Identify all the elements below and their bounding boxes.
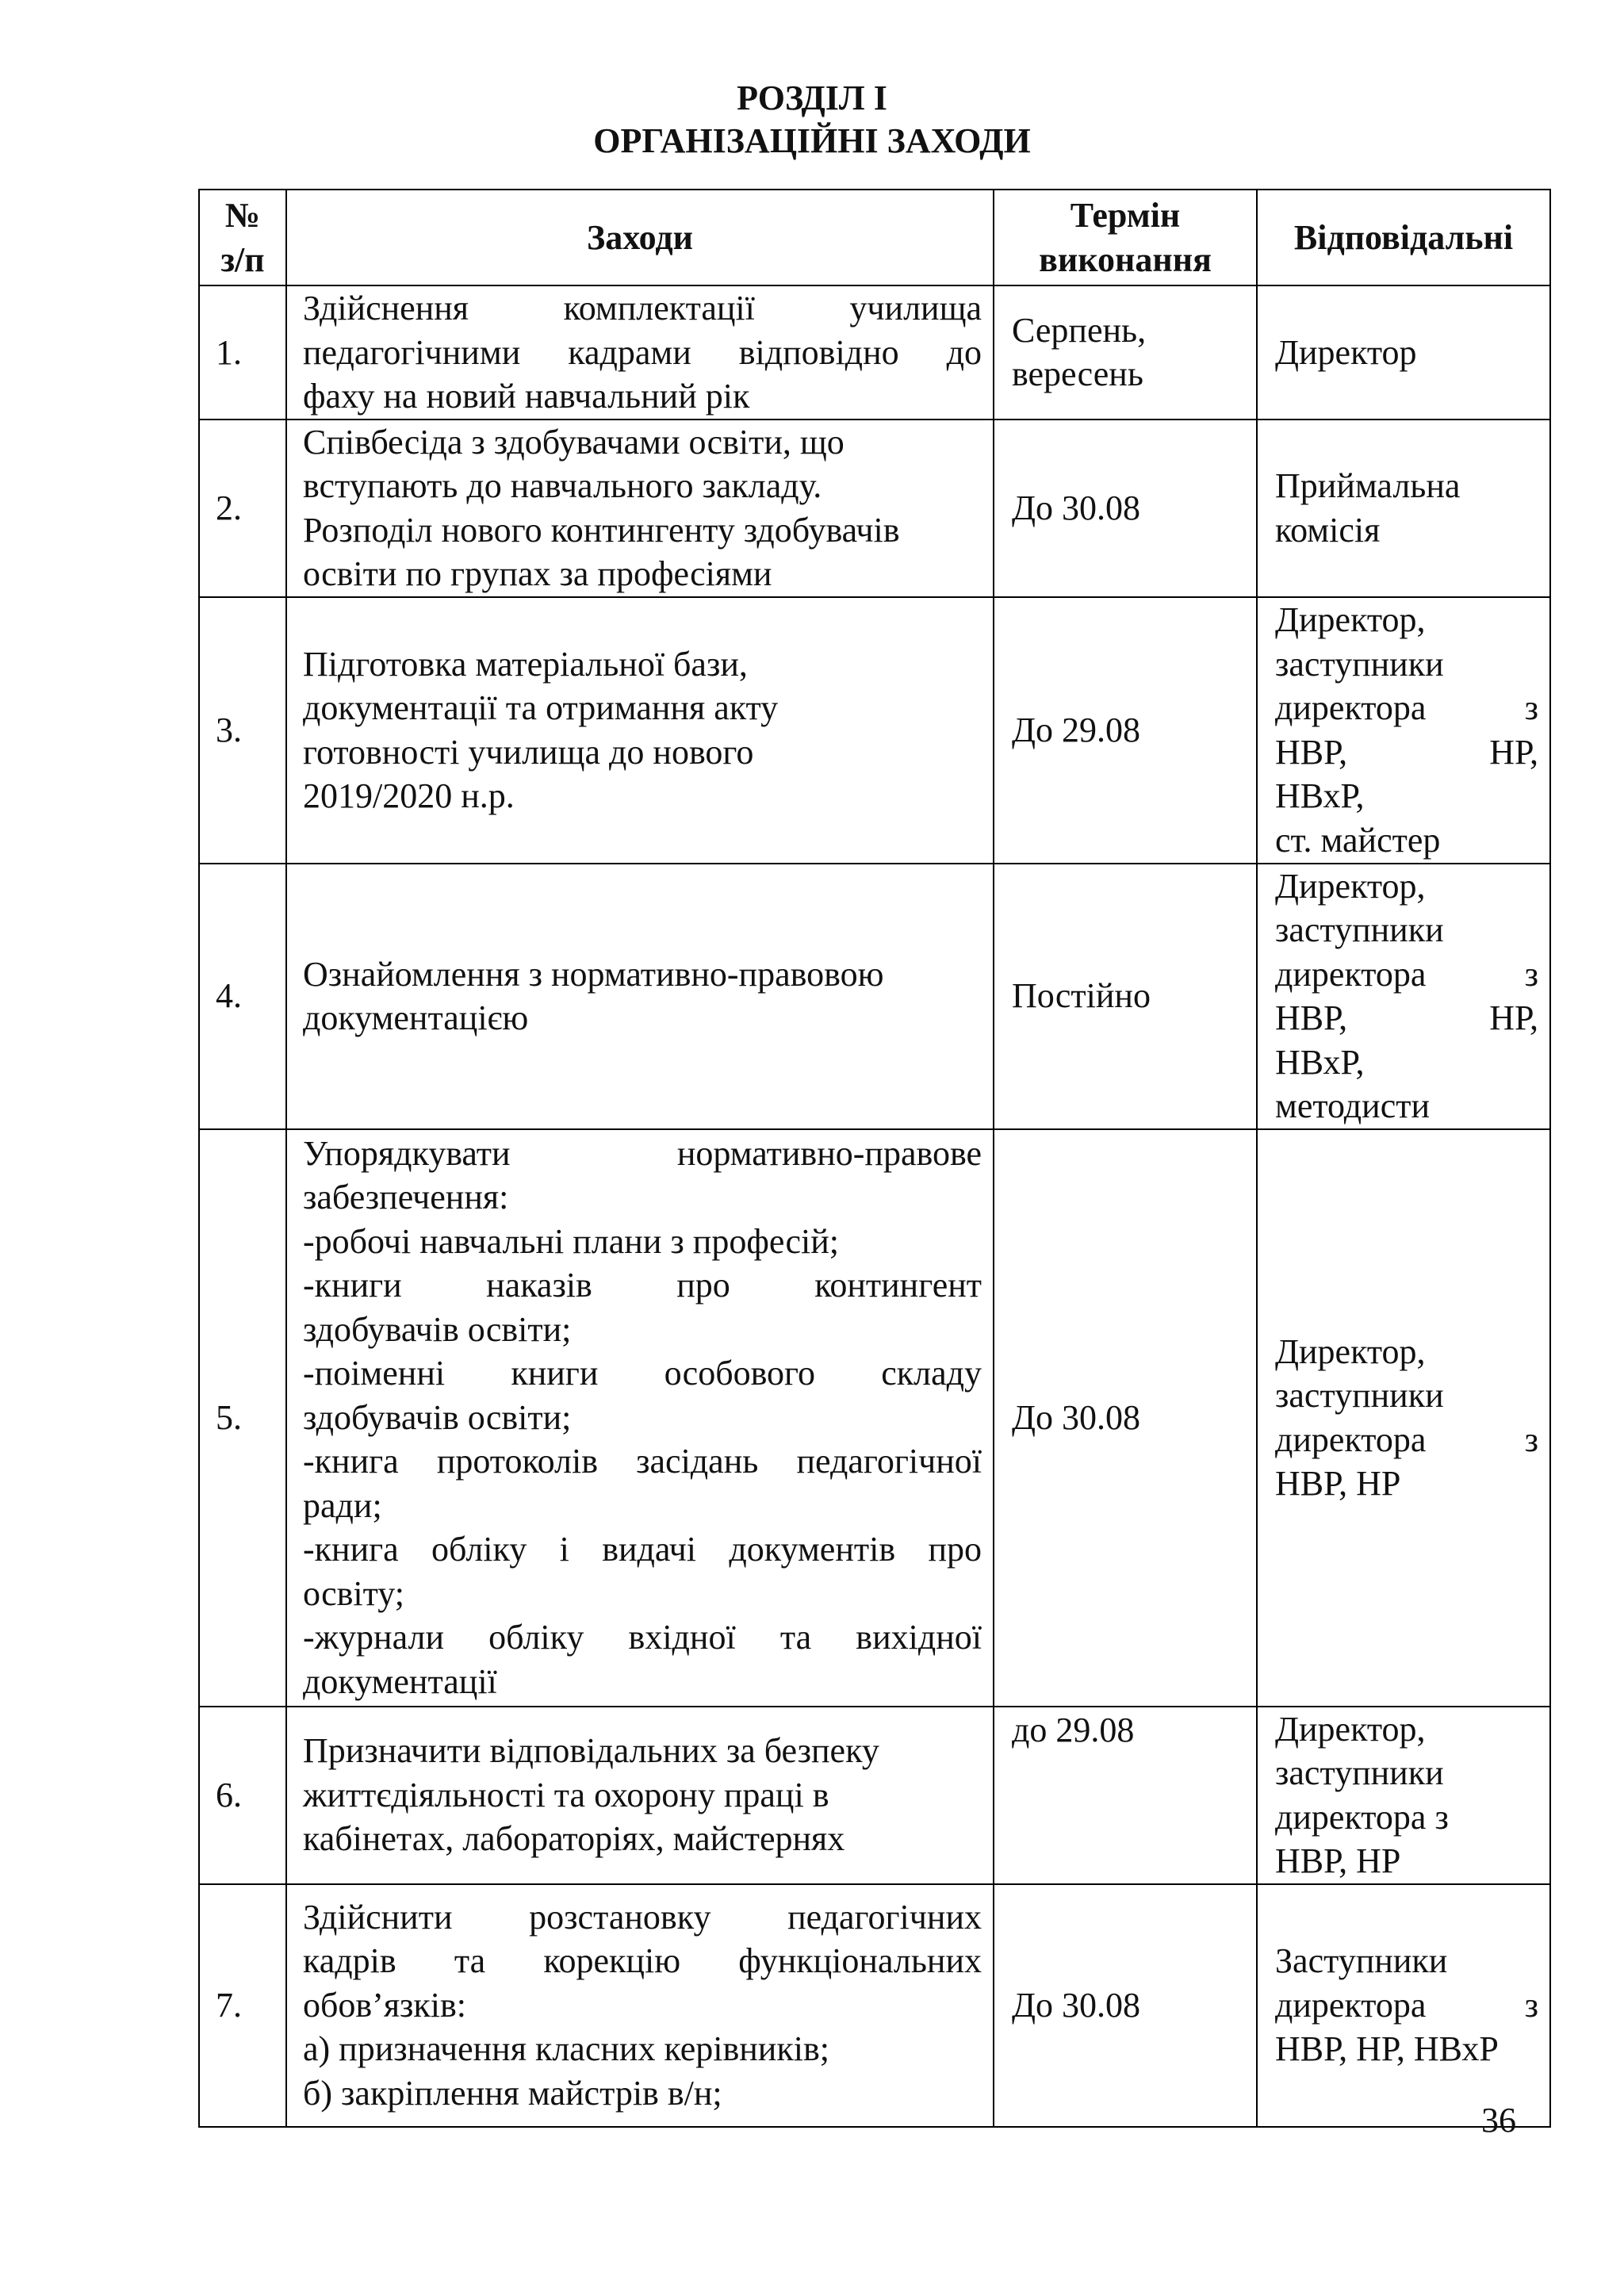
responsible-line: Директор — [1275, 332, 1417, 372]
responsible-line: ст. майстер — [1275, 820, 1441, 860]
activity-line: фаху на новий навчальний рік — [303, 377, 750, 416]
row-responsible — [1257, 420, 1550, 597]
table-row — [199, 597, 1550, 864]
page-number: 36 — [1481, 2101, 1516, 2140]
activity-line: -робочі навчальні плани з професій; — [303, 1221, 839, 1261]
table-header-row — [199, 190, 1550, 285]
row-term: до 29.08 — [994, 1707, 1257, 1884]
header-no-text: № з/п — [220, 196, 265, 279]
activity-line: Призначити відповідальних за безпеку — [303, 1731, 879, 1771]
table-row — [199, 420, 1550, 597]
activity-line: здобувачів освіти; — [303, 1309, 572, 1349]
activity-line: Підготовка матеріальної бази, — [303, 644, 748, 684]
activity-line: Здійснення комплектації училища — [303, 289, 982, 328]
organizational-measures-table — [198, 189, 1551, 2128]
activity-line: освіту; — [303, 1573, 404, 1613]
activity-line: кабінетах, лабораторіях, майстернях — [303, 1819, 845, 1859]
responsible-line: НВхР, — [1275, 1042, 1365, 1082]
activity-line: документації та отримання акту — [303, 688, 779, 727]
activity-line: -книга протоколів засідань педагогічної — [303, 1442, 982, 1481]
row-responsible — [1257, 597, 1550, 864]
row-number: 7. — [199, 1884, 286, 2127]
responsible-line: Директор, — [1275, 600, 1426, 639]
section-heading: РОЗДІЛ І — [737, 79, 887, 117]
row-responsible — [1257, 864, 1550, 1129]
activity-line: ради; — [303, 1485, 382, 1525]
activity-line: Упорядкувати нормативно-правове — [303, 1133, 982, 1173]
responsible-line: Приймальна — [1275, 466, 1461, 505]
row-activity — [286, 285, 994, 420]
table-row — [199, 1884, 1550, 2127]
row-term: До 29.08 — [994, 597, 1257, 864]
row-number: 2. — [199, 420, 286, 597]
activity-line: вступають до навчального закладу. — [303, 466, 822, 505]
activity-line: -поіменні книги особового складу — [303, 1354, 982, 1393]
row-number: 3. — [199, 597, 286, 864]
activity-line: обов’язків: — [303, 1985, 467, 2025]
responsible-line: НВР, НР, — [1275, 732, 1538, 772]
responsible-line: директора з — [1275, 1797, 1449, 1837]
row-term: До 30.08 — [994, 1129, 1257, 1707]
activity-line: життєдіяльності та охорону праці в — [303, 1775, 829, 1814]
activity-line: Ознайомлення з нормативно-правовою — [303, 954, 884, 994]
row-term: Постійно — [994, 864, 1257, 1129]
header-term — [994, 190, 1257, 285]
header-term-text: Термін виконання — [1039, 196, 1212, 279]
responsible-line: комісія — [1275, 510, 1381, 550]
activity-line: документації — [303, 1661, 497, 1701]
row-activity — [286, 1884, 994, 2127]
header-responsible: Відповідальні — [1257, 190, 1550, 285]
row-number: 6. — [199, 1707, 286, 1884]
header-no — [199, 190, 286, 285]
activity-line: кадрів та корекцію функціональних — [303, 1941, 982, 1981]
row-responsible — [1257, 1707, 1550, 1884]
responsible-line: заступники — [1275, 910, 1444, 949]
row-responsible — [1257, 285, 1550, 420]
responsible-line: методисти — [1275, 1086, 1430, 1125]
activity-line: а) призначення класних керівників; — [303, 2029, 829, 2069]
responsible-line: НВР, НР, — [1275, 998, 1538, 1037]
row-activity — [286, 420, 994, 597]
table-row — [199, 1129, 1550, 1707]
row-number: 5. — [199, 1129, 286, 1707]
activity-line: -журнали обліку вхідної та вихідної — [303, 1618, 982, 1657]
row-responsible — [1257, 1884, 1550, 2127]
activity-line: здобувачів освіти; — [303, 1397, 572, 1437]
activity-line: -книга обліку і видачі документів про — [303, 1530, 982, 1569]
activity-line: Здійснити розстановку педагогічних — [303, 1897, 982, 1937]
row-term: До 30.08 — [994, 420, 1257, 597]
activity-line: готовності училища до нового — [303, 732, 754, 772]
row-activity — [286, 597, 994, 864]
row-activity — [286, 864, 994, 1129]
responsible-line: Директор, — [1275, 866, 1426, 906]
responsible-line: НВР, НР, НВхР — [1275, 2029, 1499, 2069]
responsible-line: НВхР, — [1275, 776, 1365, 815]
row-number: 1. — [199, 285, 286, 420]
responsible-line: заступники — [1275, 644, 1444, 684]
header-activities: Заходи — [286, 190, 994, 285]
responsible-line: заступники — [1275, 1376, 1444, 1415]
row-responsible — [1257, 1129, 1550, 1707]
activity-line: документацією — [303, 998, 529, 1037]
responsible-line: директора з — [1275, 1985, 1538, 2025]
activity-line: забезпечення: — [303, 1178, 509, 1217]
activity-line: Співбесіда з здобувачами освіти, що — [303, 422, 845, 462]
activity-line: 2019/2020 н.р. — [303, 776, 515, 815]
activity-line: педагогічними кадрами відповідно до — [303, 332, 982, 372]
responsible-line: директора з — [1275, 954, 1538, 994]
activity-line: -книги наказів про контингент — [303, 1266, 982, 1305]
row-term: До 30.08 — [994, 1884, 1257, 2127]
section-title: ОРГАНІЗАЦІЙНІ ЗАХОДИ — [593, 121, 1031, 160]
responsible-line: Заступники — [1275, 1941, 1448, 1981]
row-activity — [286, 1129, 994, 1707]
responsible-line: заступники — [1275, 1753, 1444, 1792]
responsible-line: директора з — [1275, 688, 1538, 727]
table-row — [199, 1707, 1550, 1884]
activity-line: Розподіл нового контингенту здобувачів — [303, 510, 900, 550]
responsible-line: НВР, НР — [1275, 1464, 1401, 1503]
responsible-line: Директор, — [1275, 1709, 1426, 1749]
row-number: 4. — [199, 864, 286, 1129]
responsible-line: Директор, — [1275, 1331, 1426, 1371]
row-term: Серпень, вересень — [994, 285, 1257, 420]
responsible-line: директора з — [1275, 1420, 1538, 1459]
responsible-line: НВР, НР — [1275, 1841, 1401, 1880]
row-activity — [286, 1707, 994, 1884]
table-row — [199, 864, 1550, 1129]
activity-line: освіти по групах за професіями — [303, 554, 772, 593]
activity-line: б) закріплення майстрів в/н; — [303, 2073, 722, 2113]
table-row — [199, 285, 1550, 420]
